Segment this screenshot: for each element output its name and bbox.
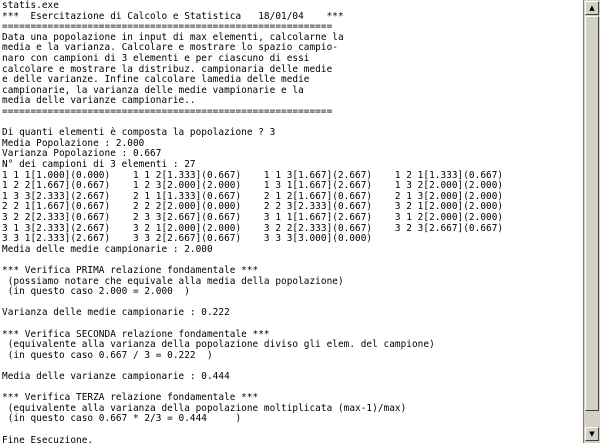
console-line: (in questo caso 2.000 = 2.000 ) (2, 286, 190, 298)
console-line: naro con campioni di 3 elementi e per ciascuno di essi (2, 53, 310, 64)
console-line: calcolare e mostrare la distribuz. campionaria delle medie (2, 63, 333, 75)
console-line: e delle varianze. Infine calcolare lamedia delle medie (2, 74, 310, 86)
console-line: *** Esercitazione di Calcolo e Statistica 18/01/04 *** (2, 10, 344, 22)
console-line: campionarie, la varianza delle medie vampionarie e la (2, 84, 304, 96)
console-line: N° dei campioni di 3 elementi : 27 (2, 159, 196, 170)
arrow-up-icon[interactable]: ▲ (585, 1, 599, 15)
console-line: Di quanti elementi è composta la popolazione ? 3 (2, 127, 276, 139)
console-line: Varianza Popolazione : 0.667 (2, 148, 162, 160)
console-line: Fine Esecuzione. (2, 434, 94, 443)
console-line: *** Verifica TERZA relazione fondamentale *** (2, 392, 259, 404)
console-line: (in questo caso 0.667 * 2/3 = 0.444 ) (2, 413, 242, 425)
console-line: media e la varianza. Calcolare e mostrare lo spazio campio- (2, 42, 338, 54)
console-line: ========================================================== (2, 21, 333, 33)
console-line: 3 1 3[2.333](2.667) 3 2 1[2.000](2.000) 3 2 2[2.333](0.667) 3 2 3[2.667](0.667) (2, 222, 504, 234)
console-line: 1 1 1[1.000](0.000) 1 1 2[1.333](0.667) 1 1 3[1.667](2.667) 1 2 1[1.333](0.667) (2, 169, 504, 181)
console-line: *** Verifica PRIMA relazione fondamentale *** (2, 265, 259, 276)
console-line: (equivalente alla varianza della popolazione diviso gli elem. del campione) (2, 339, 435, 351)
console-line: media delle varianze campionarie.. (2, 95, 196, 107)
console-line: 1 2 2[1.667](0.667) 1 2 3[2.000](2.000) 1 3 1[1.667](2.667) 1 3 2[2.000](2.000) (2, 180, 504, 192)
scrollbar-thumb[interactable] (585, 16, 599, 411)
console-line: 2 2 1[1.667](0.667) 2 2 2[2.000](0.000) 2 2 3[2.333](0.667) 3 2 1[2.000](2.000) (2, 201, 504, 213)
console-line: Media delle medie campionarie : 2.000 (2, 243, 213, 255)
console-line: Media delle varianze campionarie : 0.444 (2, 371, 230, 382)
vertical-scrollbar[interactable] (583, 0, 600, 443)
console-line: (possiamo notare che equivale alla media della popolazione) (2, 275, 344, 287)
console-line: 1 3 3[2.333](2.667) 2 1 1[1.333](0.667) 2 1 2[1.667](0.667) 2 1 3[2.000](2.000) (2, 190, 504, 202)
console-line: ========================================================== (2, 106, 333, 117)
console-line: (in questo caso 0.667 / 3 = 0.222 ) (2, 349, 213, 361)
console-line: (equivalente alla varianza della popolazione moltiplicata (max-1)/max) (2, 402, 407, 414)
arrow-down-icon[interactable]: ▼ (585, 427, 599, 441)
console-line: *** Verifica SECONDA relazione fondamentale *** (2, 328, 270, 340)
console-line: Varianza delle medie campionarie : 0.222 (2, 307, 230, 319)
console-line: Data una popolazione in input di max elementi, calcolarne la (2, 31, 344, 43)
console-line: Media Popolazione : 2.000 (2, 137, 145, 149)
console-line: 3 3 1[2.333](2.667) 3 3 2[2.667](0.667) 3 3 3[3.000](0.000) (2, 233, 373, 245)
console-line: 3 2 2[2.333](0.667) 2 3 3[2.667](0.667) 3 1 1[1.667](2.667) 3 1 2[2.000](2.000) (2, 212, 504, 223)
window-title: statis.exe (2, 0, 59, 11)
